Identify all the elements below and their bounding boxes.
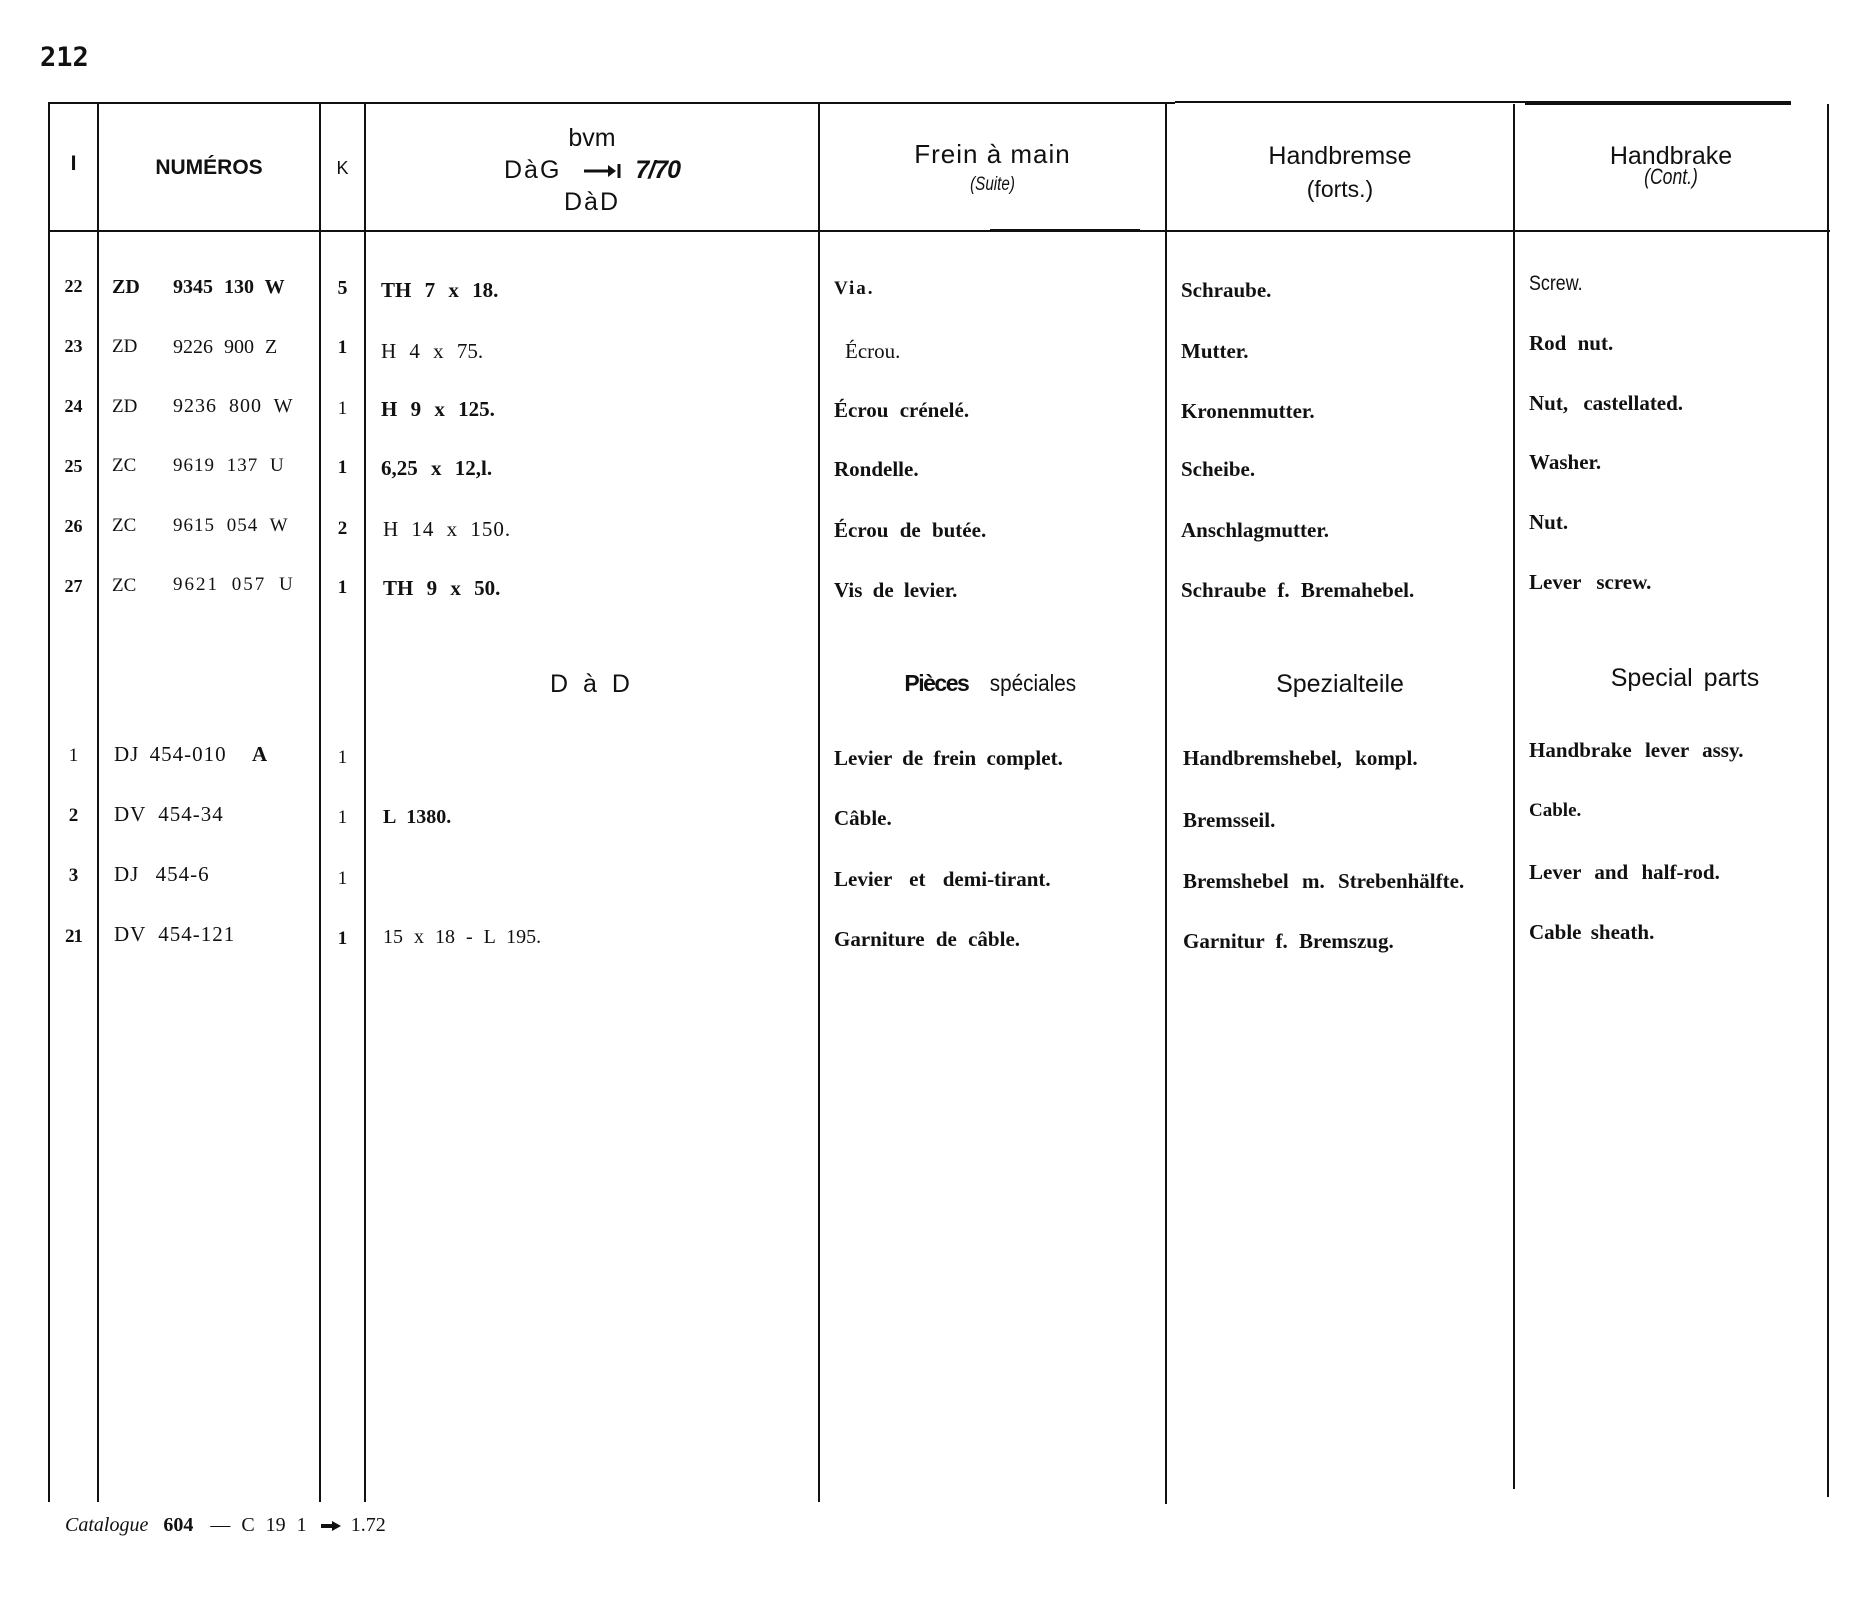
row-index: 25 — [64, 456, 83, 476]
header-dag-limit: 7/70 — [635, 156, 680, 184]
col-divider-1 — [48, 102, 50, 1502]
row-french: Écrou crénelé. — [834, 398, 970, 422]
row-german: Bremshebel m. Strebenhälfte. — [1183, 869, 1465, 893]
row-index: 21 — [65, 926, 82, 947]
row-german: Schraube f. Bremahebel. — [1181, 578, 1415, 602]
row-number: 9345 130 W — [173, 276, 285, 298]
row-index: 23 — [64, 336, 83, 356]
row-french: Câble. — [834, 806, 892, 830]
row-english: Handbrake lever assy. — [1529, 738, 1744, 762]
row-k: 1 — [337, 747, 348, 768]
row-k: 1 — [337, 577, 348, 598]
row-k: 1 — [337, 457, 348, 478]
row-dimension: H 4 x 75. — [381, 339, 484, 363]
row-german: Schraube. — [1181, 278, 1272, 302]
row-english: Rod nut. — [1529, 331, 1614, 355]
footer-code: C 19 1 — [241, 1514, 307, 1536]
header-dag-line — [366, 156, 818, 186]
header-french-title: Frein à main — [914, 139, 1071, 169]
row-index: 1 — [68, 745, 79, 766]
row-french: Garniture de câble. — [834, 927, 1021, 951]
row-german: Handbremshebel, kompl. — [1183, 746, 1418, 770]
section-german: Spezialteile — [1276, 670, 1404, 698]
row-english: Lever and half-rod. — [1529, 860, 1720, 884]
row-index: 2 — [68, 805, 79, 826]
row-prefix: ZD — [112, 336, 138, 357]
header-english-sub: (Cont.) — [1644, 164, 1698, 189]
footer — [65, 1514, 386, 1538]
row-number: 9236 800 W — [173, 395, 294, 417]
row-suffix: A — [252, 742, 268, 766]
row-french: Écrou de butée. — [834, 518, 987, 542]
row-english: Screw. — [1529, 272, 1583, 295]
row-k: 1 — [337, 398, 348, 419]
row-dimension: TH 7 x 18. — [381, 278, 499, 302]
table-top-border-thick — [1525, 101, 1791, 105]
row-index: 22 — [64, 276, 83, 296]
row-number: 9226 900 Z — [173, 336, 278, 358]
col-divider-8 — [1827, 104, 1829, 1497]
table-top-border-right — [1175, 101, 1525, 103]
col-divider-2 — [97, 102, 99, 1502]
row-english: Nut, castellated. — [1529, 391, 1684, 415]
row-french: Écrou. — [845, 339, 901, 363]
col-divider-4 — [364, 102, 366, 1502]
row-prefix: ZD — [112, 396, 138, 417]
col-divider-6 — [1165, 102, 1167, 1504]
section-english: Special parts — [1610, 664, 1760, 692]
section-dad: D à D — [550, 670, 634, 698]
row-dimension: TH 9 x 50. — [383, 576, 501, 600]
row-k: 1 — [337, 807, 348, 828]
row-number: 9615 054 W — [173, 515, 289, 536]
row-prefix: ZD — [112, 276, 140, 298]
row-number: DJ 454-6 — [114, 862, 210, 886]
row-english: Washer. — [1529, 450, 1602, 474]
header-german-sub: (forts.) — [1306, 176, 1374, 202]
row-prefix: ZC — [112, 515, 137, 536]
arrow-icon — [320, 1515, 342, 1538]
row-k: 5 — [337, 277, 348, 299]
table-top-border — [48, 102, 1175, 104]
header-bottom-border — [48, 230, 1830, 232]
header-col-i: I — [70, 152, 77, 175]
header-col-numeros: NUMÉROS — [155, 156, 263, 179]
row-prefix: ZC — [112, 455, 137, 476]
header-german-title: Handbremse — [1268, 142, 1412, 170]
row-dimension: H 9 x 125. — [381, 397, 495, 421]
header-col-k: K — [336, 158, 349, 178]
row-french: Via. — [834, 278, 875, 299]
row-german: Kronenmutter. — [1181, 399, 1315, 423]
section-french — [820, 670, 1165, 697]
footer-dash: — — [210, 1514, 231, 1536]
row-number: 9621 057 U — [173, 574, 295, 595]
row-k: 1 — [337, 337, 348, 358]
header-bvm: bvm — [568, 124, 616, 152]
col-divider-7 — [1513, 104, 1515, 1489]
header-english-title: Handbrake — [1609, 142, 1733, 170]
row-german: Bremsseil. — [1183, 808, 1276, 832]
section-french-bold: Pièces — [904, 670, 969, 696]
arrow-to-icon — [584, 157, 624, 186]
row-number: 9619 137 U — [173, 455, 285, 476]
header-french-sub: (Suite) — [970, 174, 1015, 195]
row-english: Cable sheath. — [1529, 920, 1655, 944]
row-index: 24 — [64, 396, 83, 416]
page-number: 212 — [40, 42, 89, 73]
row-index: 3 — [68, 865, 79, 886]
row-french: Levier de frein complet. — [834, 746, 1063, 770]
row-french: Rondelle. — [834, 457, 919, 481]
row-index: 26 — [64, 516, 83, 536]
row-german: Mutter. — [1181, 339, 1249, 363]
row-k: 1 — [337, 928, 348, 949]
row-dimension: L 1380. — [383, 806, 452, 828]
row-german: Garnitur f. Bremszug. — [1183, 929, 1394, 953]
row-german: Scheibe. — [1181, 457, 1256, 481]
row-number: DV 454-34 — [114, 802, 224, 826]
row-number: DJ 454-010 — [114, 742, 227, 766]
row-french: Vis de levier. — [834, 578, 958, 602]
row-german: Anschlagmutter. — [1181, 518, 1329, 542]
row-dimension: 6,25 x 12,l. — [381, 456, 493, 480]
col-divider-5 — [818, 102, 820, 1502]
row-dimension: H 14 x 150. — [383, 517, 512, 541]
header-dad: DàD — [563, 188, 620, 216]
footer-date: 1.72 — [350, 1514, 386, 1536]
row-index: 27 — [64, 576, 83, 596]
row-k: 2 — [337, 518, 348, 539]
section-french-rest: spéciales — [989, 670, 1076, 696]
row-english: Nut. — [1529, 510, 1569, 534]
row-french: Levier et demi-tirant. — [834, 867, 1051, 891]
header-french-underline — [990, 229, 1140, 232]
footer-catalogue-number: 604 — [163, 1514, 194, 1536]
row-k: 1 — [337, 868, 348, 889]
col-divider-3 — [319, 102, 321, 1502]
row-number: DV 454-121 — [114, 922, 236, 946]
footer-catalogue-label: Catalogue — [65, 1514, 149, 1536]
row-english: Cable. — [1529, 800, 1582, 821]
row-prefix: ZC — [112, 575, 137, 596]
header-dag: DàG — [504, 156, 562, 184]
row-dimension: 15 x 18 - L 195. — [383, 926, 542, 948]
row-english: Lever screw. — [1529, 570, 1652, 594]
